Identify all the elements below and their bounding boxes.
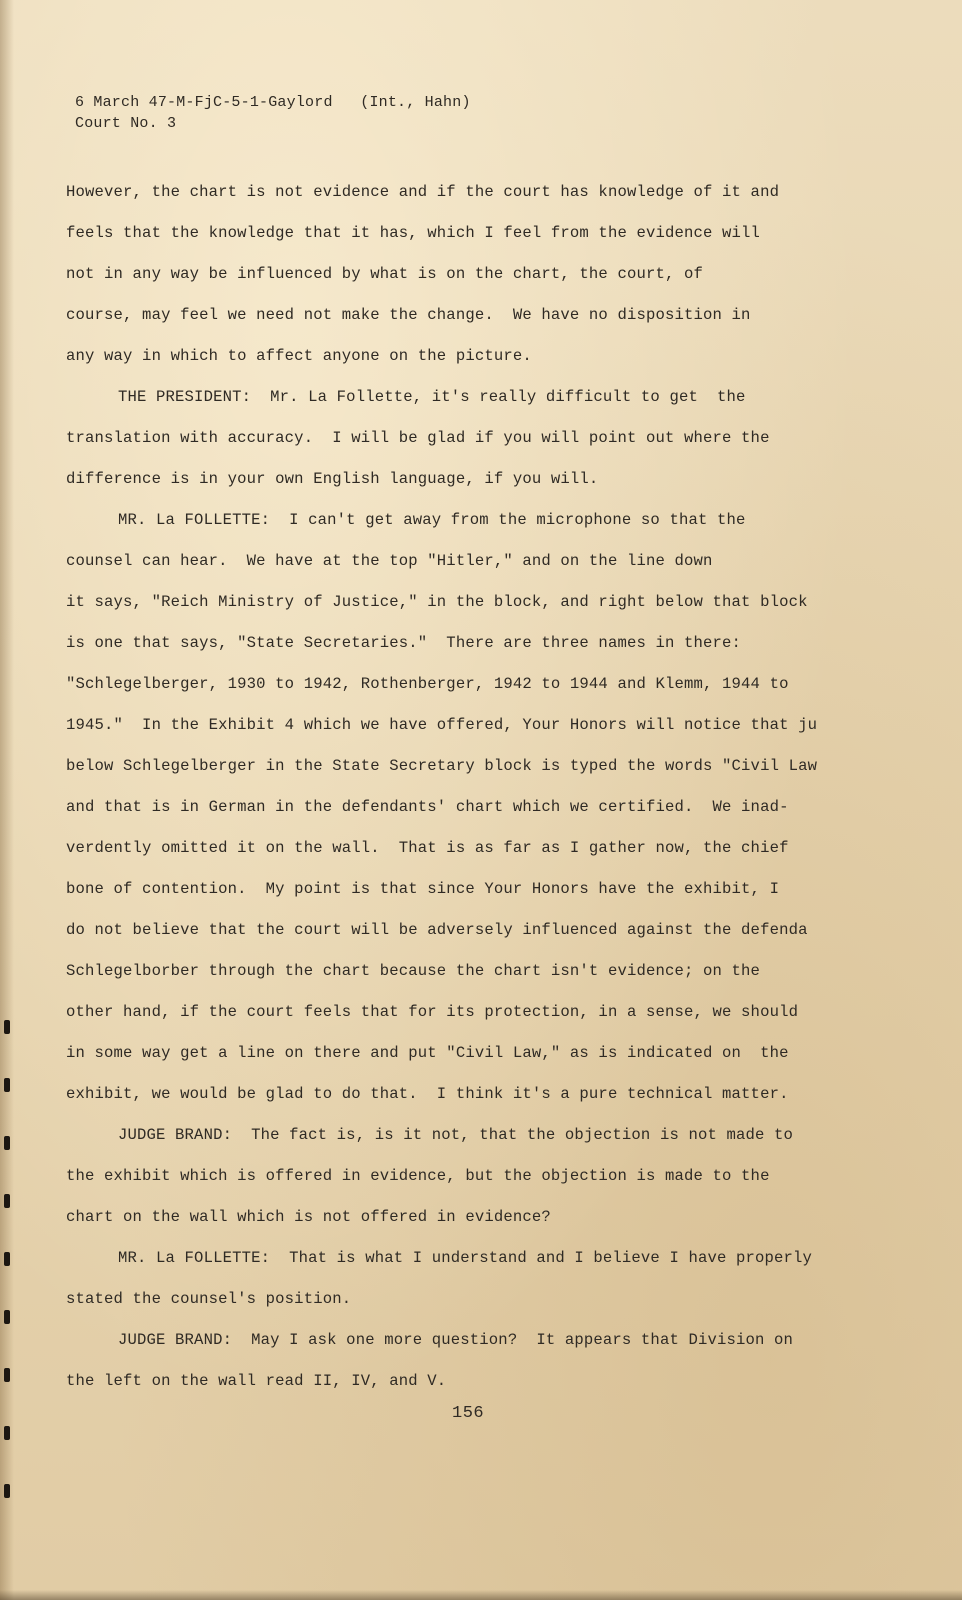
transcript-line: any way in which to affect anyone on the picture. [66,347,532,365]
transcript-line: chart on the wall which is not offered in evidence? [66,1208,551,1226]
transcript-line: the left on the wall read II, IV, and V. [66,1372,447,1390]
transcript-line: do not believe that the court will be adversely influenced against the defenda [66,921,808,939]
transcript-line: Schlegelborber through the chart because the chart isn't evidence; on the [66,962,761,980]
transcript-line: the exhibit which is offered in evidence, but the objection is made to the [66,1167,770,1185]
transcript-line: counsel can hear. We have at the top "Hitler," and on the line down [66,552,713,570]
transcript-header [75,92,471,134]
transcript-line: 1945." In the Exhibit 4 which we have offered, Your Honors will notice that ju [66,716,818,734]
transcript-line: is one that says, "State Secretaries." There are three names in there: [66,634,742,652]
header-date-line: 6 March 47-M-FjC-5-1-Gaylord (Int., Hahn) [75,94,471,111]
transcript-line: translation with accuracy. I will be glad if you will point out where the [66,429,770,447]
transcript-line: course, may feel we need not make the change. We have no disposition in [66,306,751,324]
transcript-line: feels that the knowledge that it has, which I feel from the evidence will [66,224,761,242]
transcript-line: JUDGE BRAND: The fact is, is it not, that the objection is not made to [118,1126,794,1144]
header-court-line: Court No. 3 [75,115,177,132]
transcript-line: exhibit, we would be glad to do that. I think it's a pure technical matter. [66,1085,789,1103]
transcript-line: JUDGE BRAND: May I ask one more question? It appears that Division on [118,1331,794,1349]
transcript-line: stated the counsel's position. [66,1290,352,1308]
transcript-line: MR. La FOLLETTE: I can't get away from the microphone so that the [118,511,746,529]
transcript-line: difference is in your own English language, if you will. [66,470,599,488]
transcript-line: THE PRESIDENT: Mr. La Follette, it's really difficult to get the [118,388,746,406]
transcript-line: in some way get a line on there and put "Civil Law," as is indicated on the [66,1044,789,1062]
transcript-body [66,172,886,1402]
page-number: 156 [452,1404,485,1423]
transcript-line: other hand, if the court feels that for its protection, in a sense, we should [66,1003,799,1021]
binding-holes-decoration [4,1020,10,1540]
page-bottom-edge-shadow [0,1590,962,1600]
transcript-line: not in any way be influenced by what is on the chart, the court, of [66,265,704,283]
transcript-line: and that is in German in the defendants' chart which we certified. We inad- [66,798,789,816]
transcript-line: However, the chart is not evidence and if the court has knowledge of it and [66,183,780,201]
transcript-line: below Schlegelberger in the State Secretary block is typed the words "Civil Law [66,757,818,775]
transcript-line: it says, "Reich Ministry of Justice," in the block, and right below that block [66,593,808,611]
transcript-line: bone of contention. My point is that since Your Honors have the exhibit, I [66,880,780,898]
transcript-line: "Schlegelberger, 1930 to 1942, Rothenberger, 1942 to 1944 and Klemm, 1944 to [66,675,789,693]
transcript-line: MR. La FOLLETTE: That is what I understand and I believe I have properly [118,1249,813,1267]
transcript-line: verdently omitted it on the wall. That is as far as I gather now, the chief [66,839,789,857]
